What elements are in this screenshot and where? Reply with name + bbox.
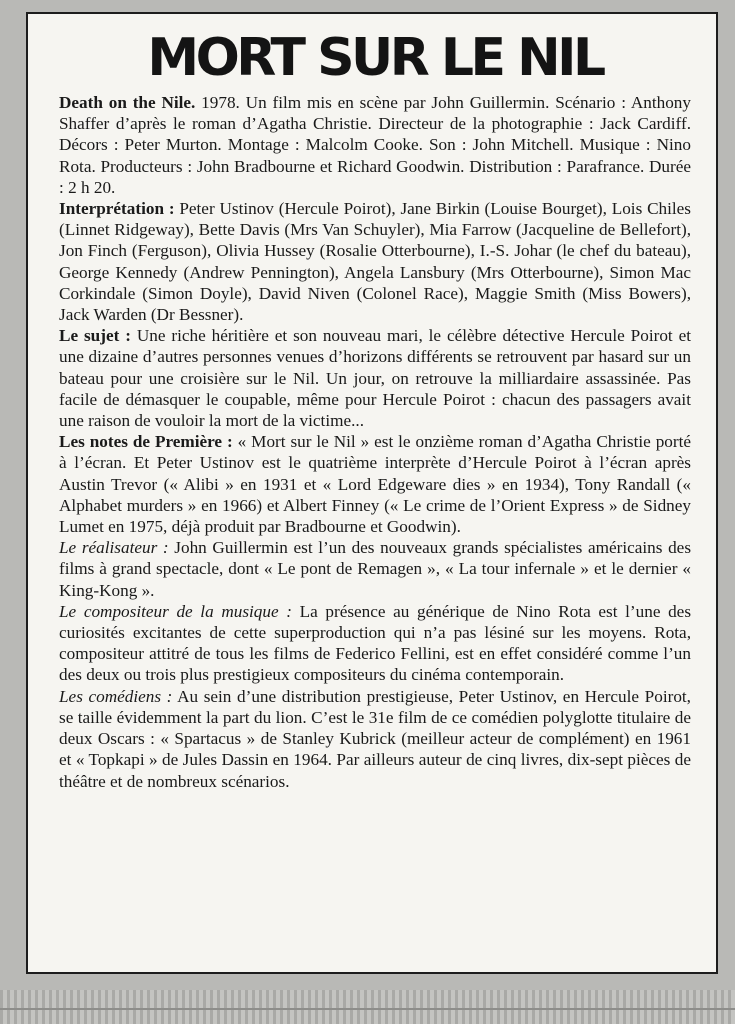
notes-text: « Mort sur le Nil » est le onzième roman d’Agatha Christie porté à l’écran. Et Peter Ustinov est le quatrième interprète d’Hercule Poirot à l’écran après Austin Trevor (« Alibi » en 1931 et « Lord Edgeware dies » en 1934), Tony Randall (« Alphabet murders » en 1966) et Albert Finney (« Le crime de l’Orient Express » de Sidney Lumet en 1975, déjà produit par Bradbourne et Goodwin). <box>59 432 692 537</box>
article-body <box>59 92 691 792</box>
credits-lead: Death on the Nile. <box>59 93 196 112</box>
page-title: MORT SUR LE NIL <box>147 28 603 88</box>
composer-lead: Le compositeur de la musique : <box>59 601 292 621</box>
perforated-strip <box>0 990 735 1024</box>
subject-lead: Le sujet : <box>59 326 131 346</box>
director-text: John Guillermin est l’un des nouveaux grands spécialistes américains des films à grand spectacle, dont « Le pont de Remagen », « La tour infernale » et le dernier « King-Kong ». <box>59 538 692 600</box>
credits-text: 1978. Un film mis en scène par John Guillermin. Scénario : Anthony Shaffer d’après le roman d’Agatha Christie. Directeur de la photographie : Jack Cardiff. Décors : Peter Murton. Montage : Malcolm Cooke. Son : John Mitchell. Musique : Nino Rota. Producteurs : John Bradbourne et Richard Goodwin. Distribution : Parafrance. Durée : 2 h 20. <box>59 93 691 197</box>
actors-lead: Les comédiens : <box>59 686 173 706</box>
actors-text: Au sein d’une distribution prestigieuse, Peter Ustinov, en Hercule Poirot, se taille évidemment la part du lion. C’est le 31e film de ce comédien polyglotte titulaire de deux Oscars : « Spartacus » de Stanley Kubrick (meilleur acteur de complément) en 1961 et « Topkapi » de Jules Dassin en 1964. Par ailleurs auteur de cinq livres, dix-sept pièces de théâtre et de nombreux scénarios. <box>59 686 691 791</box>
composer-paragraph <box>59 601 691 686</box>
subject-paragraph <box>59 325 691 431</box>
director-lead: Le réalisateur : <box>59 538 169 558</box>
notes-lead: Les notes de Première : <box>59 432 233 452</box>
cast-lead: Interprétation : <box>59 199 175 219</box>
notes-paragraph <box>59 431 691 537</box>
credits-paragraph <box>59 92 691 198</box>
subject-text: Une riche héritière et son nouveau mari, le célèbre détective Hercule Poirot et une dizaine d’autres personnes venues d’horizons différents se retrouvent par hasard sur un bateau pour une croisière sur le Nil. Un jour, on retrouve la milliardaire assassinée. Pas facile de démasquer le coupable, même pour Hercule Poirot : chacun des passagers avait une raison de vouloir la mort de la victime... <box>59 326 692 431</box>
director-paragraph <box>59 537 691 601</box>
cast-text: Peter Ustinov (Hercule Poirot), Jane Birkin (Louise Bourget), Lois Chiles (Linnet Ridgeway), Bette Davis (Mrs Van Schuyler), Mia Farrow (Jacqueline de Bellefort), Jon Finch (Ferguson), Olivia Hussey (Rosalie Otterbourne), I.-S. Johar (le chef du bateau), George Kennedy (Andrew Pennington), Angela Lansbury (Mrs Otterbourne), Simon Mac Corkindale (Simon Doyle), David Niven (Colonel Race), Maggie Smith (Miss Bowers), Jack Warden (Dr Bessner). <box>59 199 691 325</box>
cast-paragraph <box>59 198 691 325</box>
composer-text: La présence au générique de Nino Rota est l’une des curiosités excitantes de cette superproduction qui n’a pas lésiné sur les moyens. Rota, compositeur attitré de tous les films de Federico Fellini, est en effet considéré comme l’un des deux ou trois plus prestigieux compositeurs du cinéma contemporain. <box>59 601 692 685</box>
strip-divider <box>0 1008 735 1010</box>
film-card <box>26 12 718 974</box>
actors-paragraph <box>59 686 691 792</box>
